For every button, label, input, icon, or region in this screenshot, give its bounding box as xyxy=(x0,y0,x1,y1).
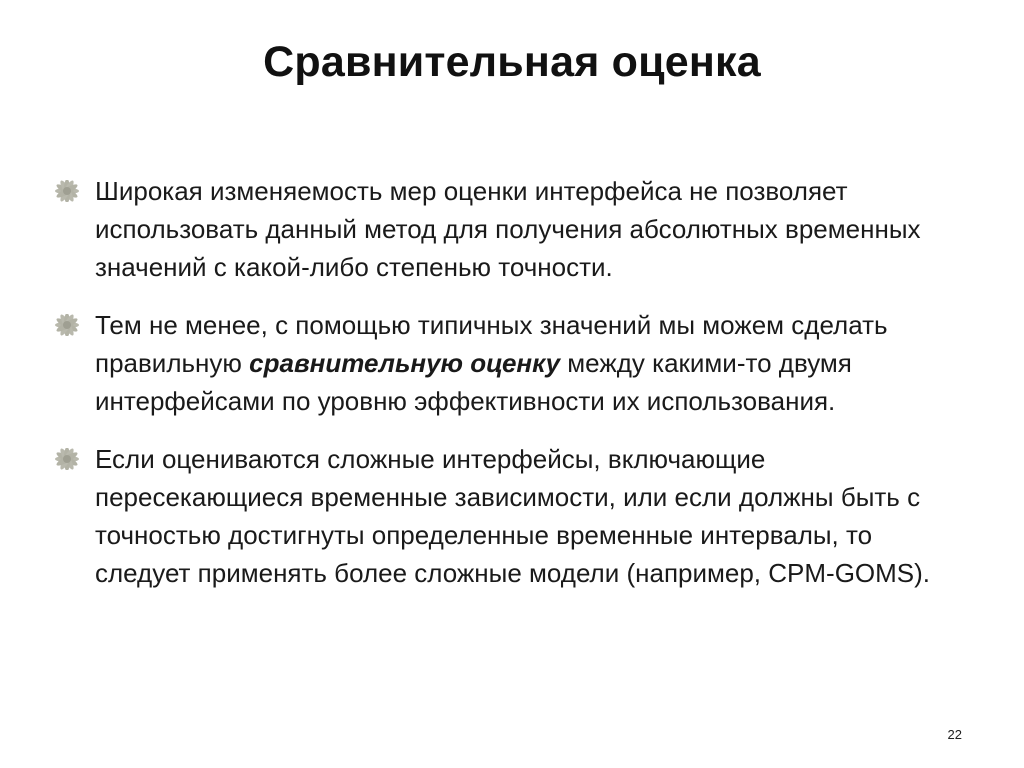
flower-bullet-icon xyxy=(54,180,80,202)
bullet-list xyxy=(52,172,972,612)
slide-title: Сравнительная оценка xyxy=(263,38,761,86)
flower-bullet-icon xyxy=(54,448,80,470)
bullet-text: Широкая изменяемость мер оценки интерфейса не позволяет использовать данный метод для получения абсолютных временных значений с какой-либо степенью точности. xyxy=(95,176,921,282)
bullet-item xyxy=(52,172,972,286)
bullet-text-before: Тем не менее, с помощью типичных значений мы можем сделать правильную xyxy=(95,310,888,378)
page-number: 22 xyxy=(947,727,962,742)
bullet-text: Если оцениваются сложные интерфейсы, включающие пересекающиеся временные зависимости, или если должны быть с точностью достигнуты определенные временные интервалы, то следует применять более сложные модели (например, CPM-GOMS). xyxy=(95,444,931,588)
bullet-item xyxy=(52,440,972,592)
bullet-emphasis: сравнительную оценку xyxy=(249,348,561,378)
flower-bullet-icon xyxy=(54,314,80,336)
bullet-item xyxy=(52,306,972,420)
bullet-text-after: между какими-то двумя интерфейсами по уровню эффективности их использования. xyxy=(95,348,852,416)
